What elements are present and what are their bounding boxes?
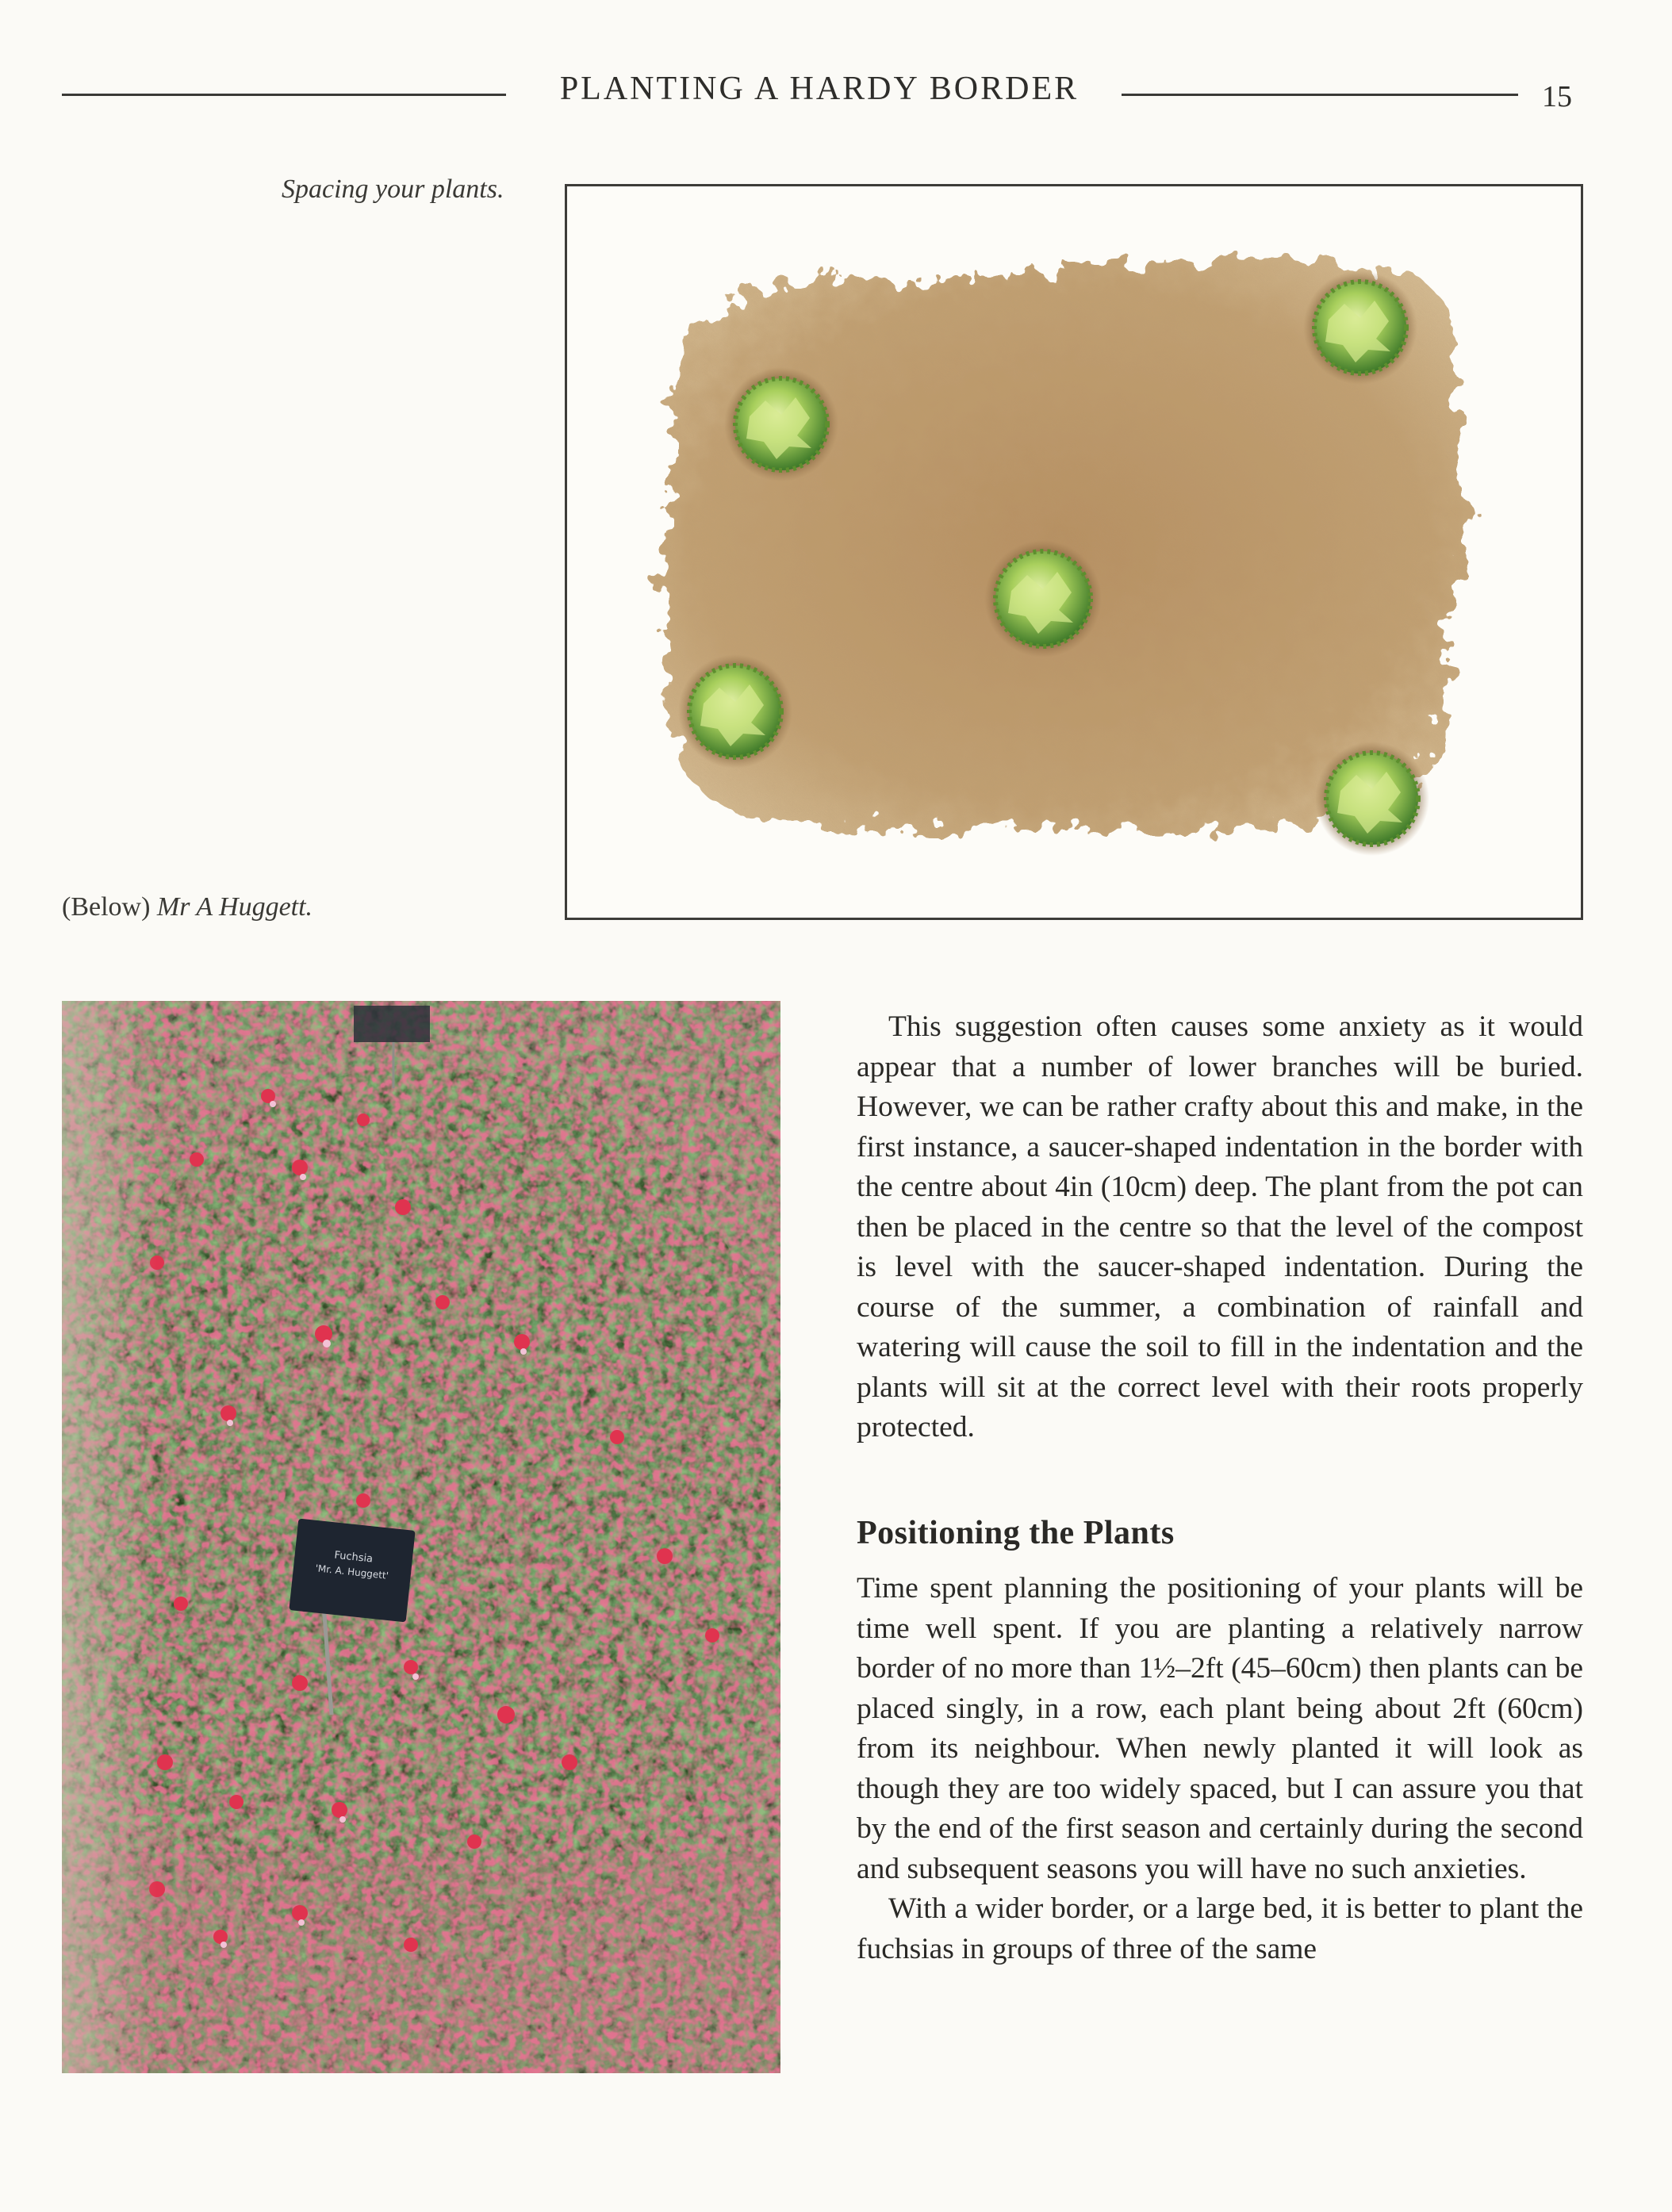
plant-label-line2: 'Mr. A. Huggett' [314,1562,389,1581]
fuchsia-photo-drawing [62,1001,780,2073]
plant-bottom-right [1315,742,1429,856]
page-number: 15 [1542,80,1572,113]
header-rule-left [62,94,506,96]
plant-label-line1: Fuchsia [333,1549,374,1566]
header-rule-right [1122,94,1518,96]
body-paragraph-2: Time spent planning the positioning of your plants will be time well spent. If you are planting a relatively narrow border of no more than 1½–2ft (45–60cm) then plants can be placed singly, in a row, each plant being about 2ft (60cm) from its neighbour. When newly planted it will look as though they are too widely spaced, but I can assure you that by the end of the first season and certainly during the second and subsequent seasons you will have no such anxieties. [857,1572,1583,1885]
spacing-illustration [565,184,1583,920]
section-heading: Positioning the Plants [857,1514,1175,1551]
plant-centre [984,540,1102,657]
caption-below-prefix: (Below) [62,892,151,922]
body-paragraph-1: This suggestion often causes some anxiety as it would appear that a number of lower branches will be buried. However, we can be rather crafty about this and make, in the first instance, a saucer-shaped indentation in the border with the centre about 4in (10cm) deep. The plant from the pot can then be placed in the centre so that the level of the compost is level with the saucer-shaped indentation. During the course of the summer, a combination of rainfall and watering will cause the soil to fill in the indentation and the plants will sit at the correct level with their roots properly protected. [857,1010,1583,1443]
caption-spacing: Spacing your plants. [282,174,504,204]
plant-top-right [1303,270,1417,385]
plant-bottom-left [678,654,792,769]
running-title: PLANTING A HARDY BORDER [559,71,1080,107]
fuchsia-photo [62,1001,780,2073]
spacing-illustration-drawing [567,186,1581,918]
plant-top-left [724,367,838,481]
running-head [62,70,1616,117]
body-text [857,1007,1583,1969]
body-paragraph-3: With a wider border, or a large bed, it is better to plant the fuchsias in groups of three of the same [857,1892,1583,1965]
caption-below [62,892,313,922]
caption-below-name: Mr A Huggett. [156,892,313,922]
